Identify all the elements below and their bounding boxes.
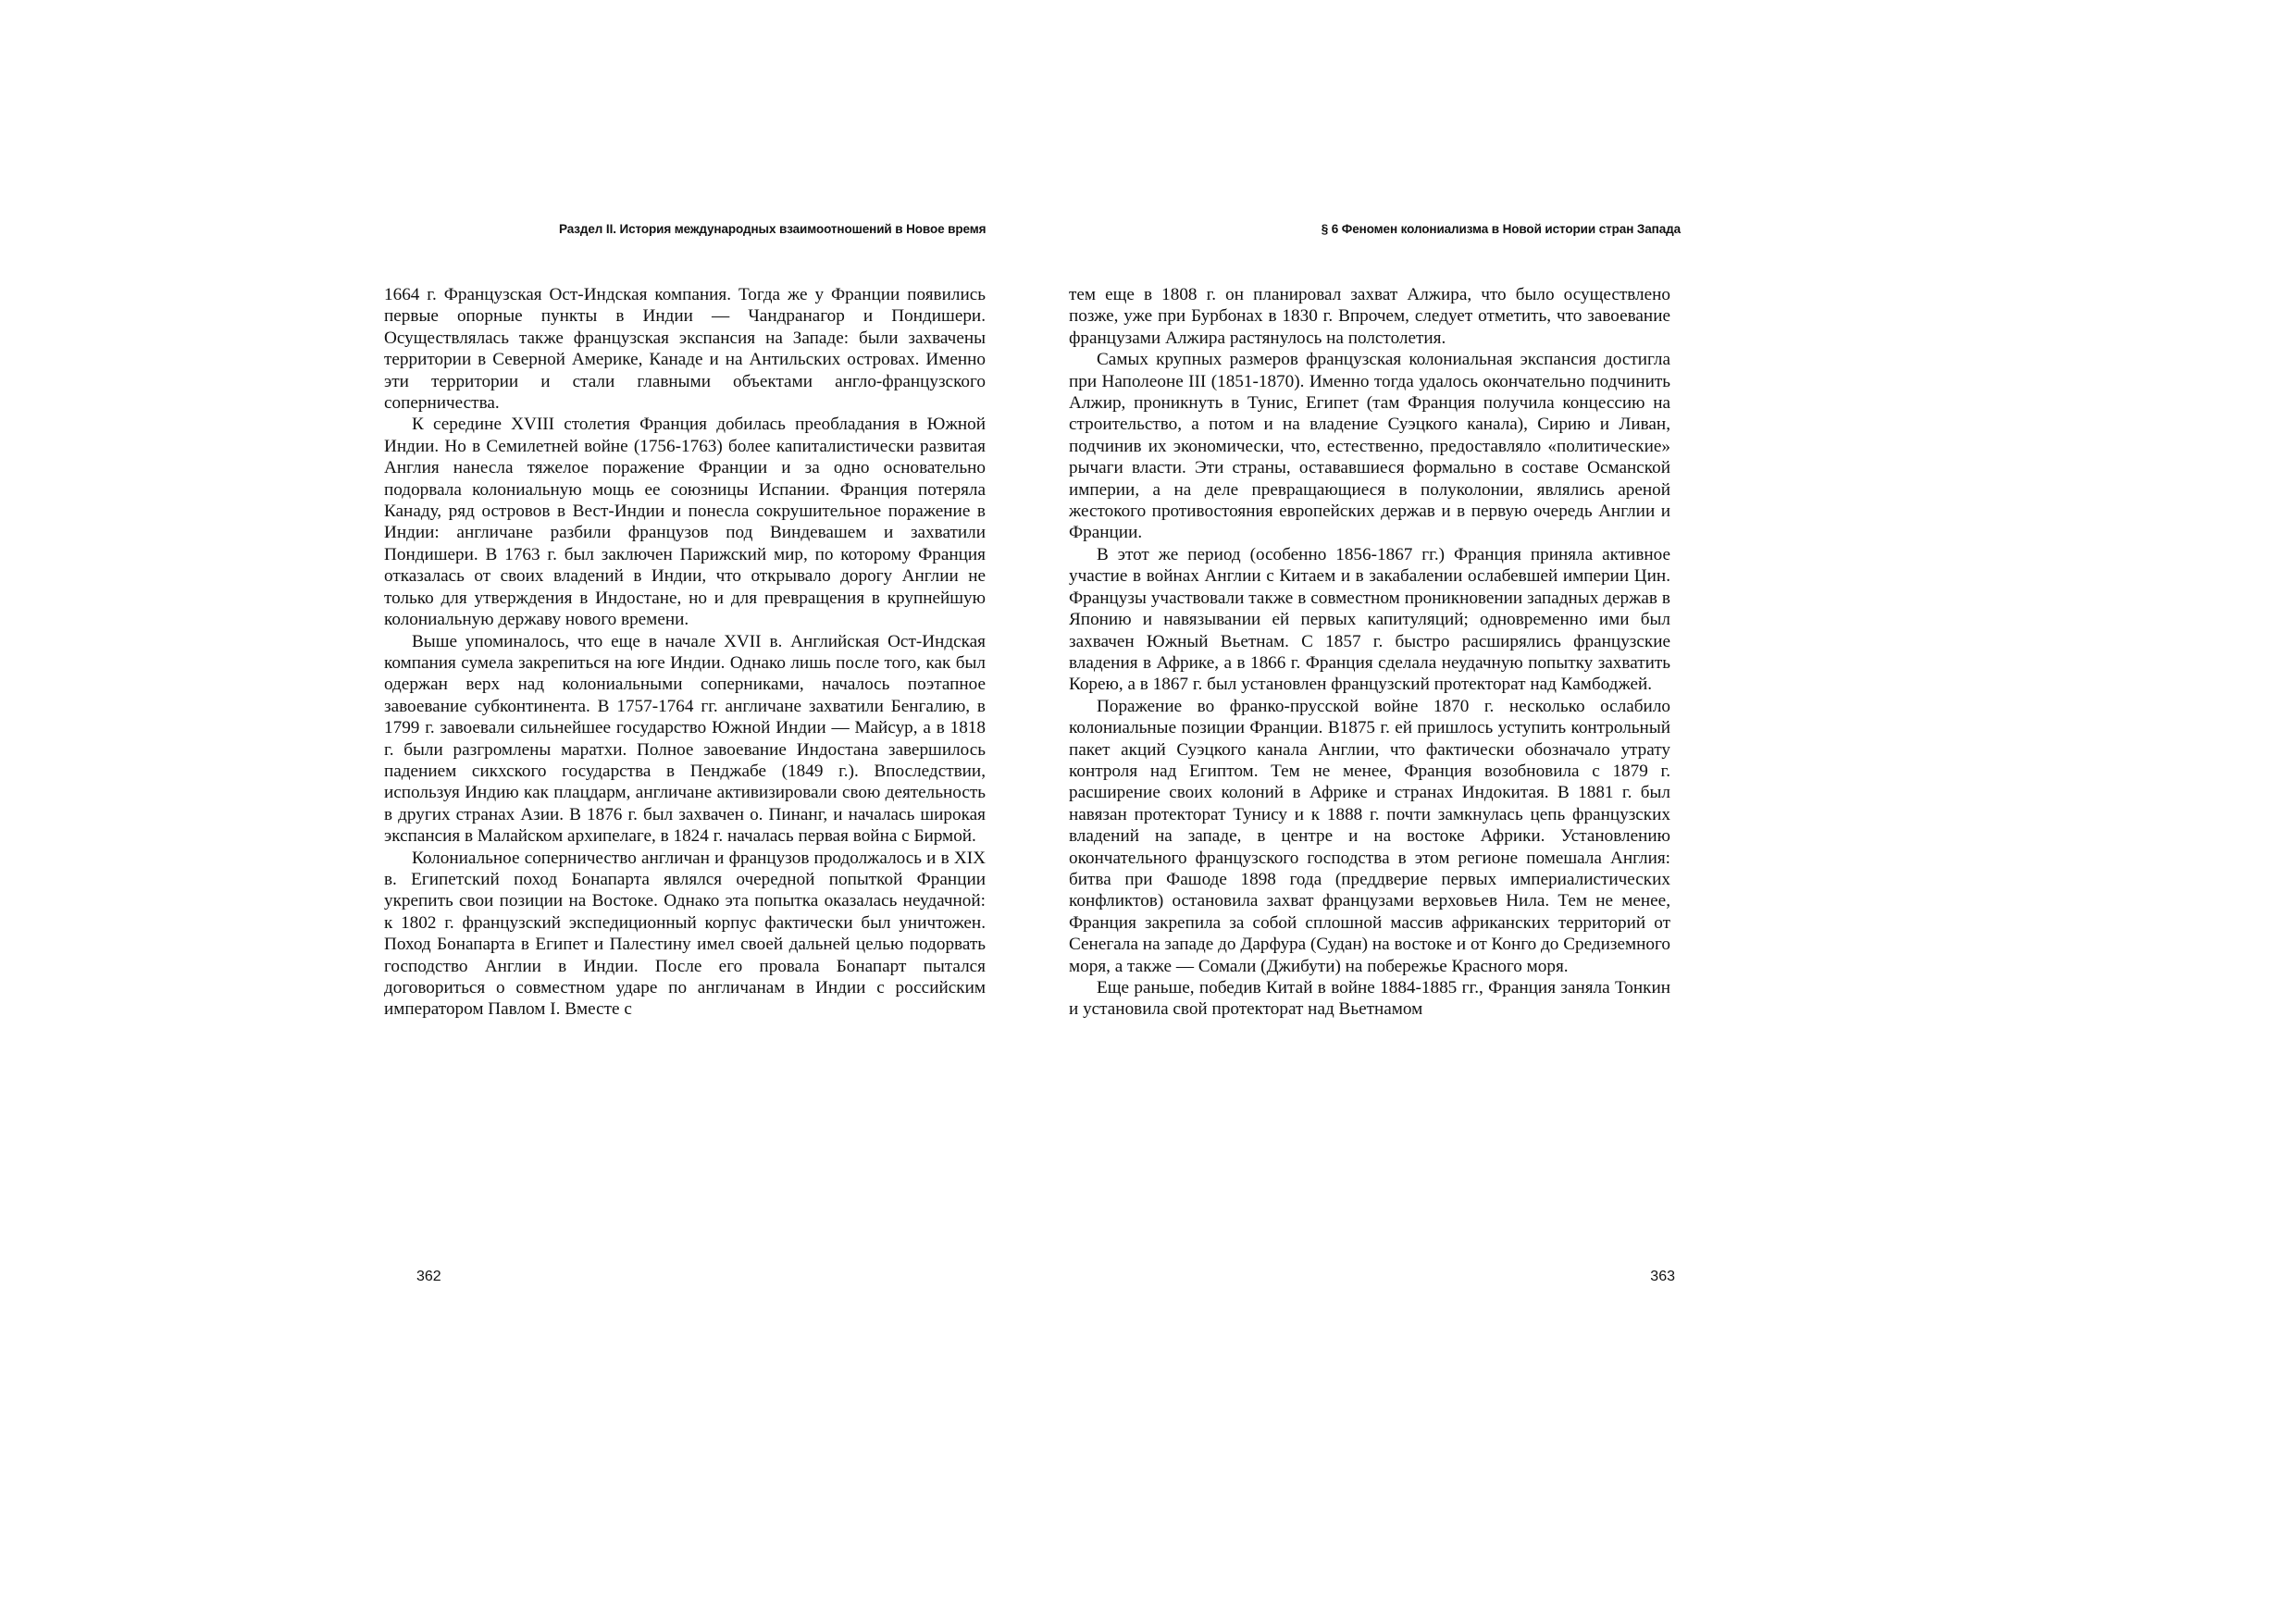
running-head-right: § 6 Феномен колониализма в Новой истории стран Запада bbox=[1321, 222, 1681, 236]
paragraph: Выше упоминалось, что еще в начале XVII в. Английская Ост-Индская компания сумела закрепиться на юге Индии. Однако лишь после того, как был одержан верх над колониальными соперниками, началось поэтапное завоевание субконтинента. В 1757-1764 гг. англичане захватили Бенгалию, в 1799 г. завоевали сильнейшее государство Южной Индии — Майсур, а в 1818 г. были разгромлены маратхи. Полное завоевание Индостана завершилось падением сикхского государства в Пенджабе (1849 г.). Впоследствии, используя Индию как плацдарм, англичане активизировали свою деятельность в других странах Азии. В 1876 г. был захвачен о. Пинанг, и началась широкая экспансия в Малайском архипелаге, в 1824 г. началась первая война с Бирмой. bbox=[384, 631, 986, 847]
left-page bbox=[379, 0, 990, 1623]
paragraph: В этот же период (особенно 1856-1867 гг.) Франция приняла активное участие в войнах Англии с Китаем и в закабалении ослабевшей империи Цин. Французы участвовали также в совместном проникновении западных держав в Японию и навязывании ей первых капитуляций; одновременно ими был захвачен Южный Вьетнам. С 1857 г. быстро расширялись французские владения в Африке, а в 1866 г. Франция сделала неудачную попытку захватить Корею, а в 1867 г. был установлен французский протекторат над Камбоджей. bbox=[1069, 544, 1670, 695]
paragraph: Колониальное соперничество англичан и французов продолжалось и в XIX в. Египетский поход Бонапарта являлся очередной попыткой Франции укрепить свои позиции на Востоке. Однако эта попытка оказалась неудачной: к 1802 г. французский экспедиционный корпус фактически был уничтожен. Поход Бонапарта в Египет и Палестину имел своей дальней целью подорвать господство Англии в Индии. После его провала Бонапарт пытался договориться о совместном ударе по англичанам в Индии с российским императором Павлом I. Вместе с bbox=[384, 848, 986, 1020]
right-page-text bbox=[1069, 284, 1670, 1021]
right-page bbox=[1064, 0, 1681, 1623]
paragraph: Самых крупных размеров французская колониальная экспансия достигла при Наполеоне III (1851-1870). Именно тогда удалось окончательно подчинить Алжир, проникнуть в Тунис, Египет (там Франция получила концессию на строительство, а потом и на владение Суэцкого канала), Сирию и Ливан, подчинив их экономически, что, естественно, предоставляло «политические» рычаги власти. Эти страны, остававшиеся формально в составе Османской империи, а на деле превращающиеся в полуколонии, являлись ареной жестокого противостояния европейских держав и в первую очередь Англии и Франции. bbox=[1069, 350, 1670, 543]
page-number-right: 363 bbox=[1650, 1269, 1675, 1284]
paragraph: тем еще в 1808 г. он планировал захват Алжира, что было осуществлено позже, уже при Бурбонах в 1830 г. Впрочем, следует отметить, что завоевание французами Алжира растянулось на полстолетия. bbox=[1069, 285, 1670, 348]
left-page-text bbox=[384, 284, 986, 1021]
paragraph: 1664 г. Французская Ост-Индская компания. Тогда же у Франции появились первые опорные пункты в Индии — Чандранагор и Пондишери. Осуществлялась также французская экспансия на Западе: были захвачены территории в Северной Америке, Канаде и на Антильских островах. Именно эти территории и стали главными объектами англо-французского соперничества. bbox=[384, 285, 986, 414]
paragraph: Поражение во франко-прусской войне 1870 г. несколько ослабило колониальные позиции Франции. В1875 г. ей пришлось уступить контрольный пакет акций Суэцкого канала Англии, что фактически обозначало утрату контроля над Египтом. Тем не менее, Франция возобновила с 1879 г. расширение своих колоний в Африке и странах Индокитая. В 1881 г. был навязан протекторат Тунису и к 1888 г. почти замкнулась цепь французских владений на западе, в центре и на востоке Африки. Установлению окончательного французского господства в этом регионе помешала Англия: битва при Фашоде 1898 года (преддверие первых империалистических конфликтов) остановила захват французами верховьев Нила. Тем не менее, Франция закрепила за собой сплошной массив африканских территорий от Сенегала на западе до Дарфура (Судан) на востоке и от Конго до Средиземного моря, а также — Сомали (Джибути) на побережье Красного моря. bbox=[1069, 696, 1670, 976]
paragraph: Еще раньше, победив Китай в войне 1884-1885 гг., Франция заняла Тонкин и установила свой протекторат над Вьетнамом bbox=[1069, 978, 1670, 1020]
running-head-left: Раздел II. История международных взаимоотношений в Новое время bbox=[559, 222, 987, 236]
page-number-left: 362 bbox=[416, 1269, 441, 1284]
paragraph: К середине XVIII столетия Франция добилась преобладания в Южной Индии. Но в Семилетней войне (1756-1763) более капиталистически развитая Англия нанесла тяжелое поражение Франции и за одно основательно подорвала колониальную мощь ее союзницы Испании. Франция потеряла Канаду, ряд островов в Вест-Индии и понесла сокрушительное поражение в Индии: англичане разбили французов под Виндевашем и захватили Пондишери. В 1763 г. был заключен Парижский мир, по которому Франция отказалась от своих владений в Индии, что открывало дорогу Англии не только для утверждения в Индостане, но и для превращения в крупнейшую колониальную державу нового времени. bbox=[384, 415, 986, 630]
